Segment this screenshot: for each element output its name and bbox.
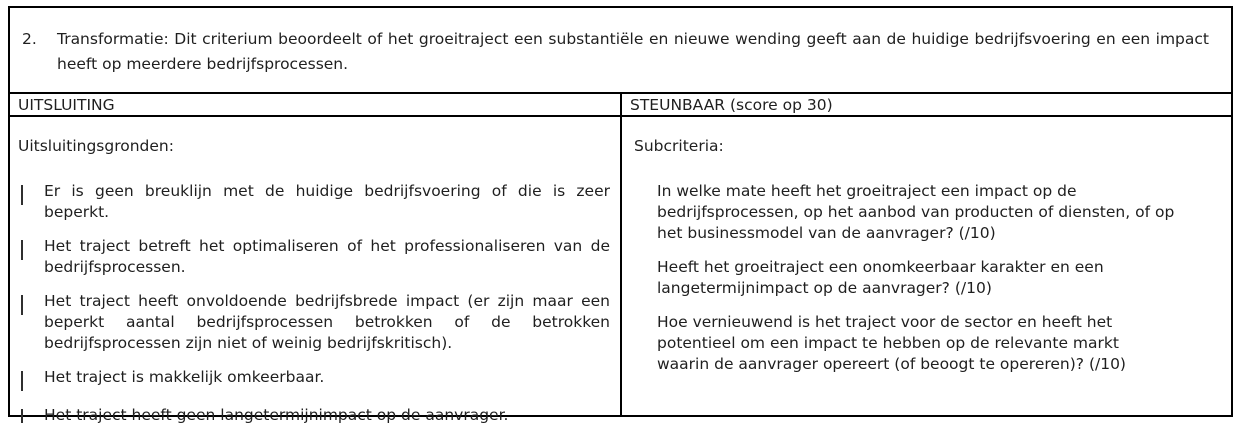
list-item-text: Er is geen breuklijn met de huidige bedrijfsvoering of die is zeer beperkt. — [44, 182, 610, 221]
list-item — [632, 257, 1176, 299]
list-item-text: Het traject heeft onvoldoende bedrijfsbrede impact (er zijn maar een beperkt aantal bedrijfsprocessen betrokken of de betrokken bedrijfsprocessen zijn niet of weinig bedrijfskritisch). — [44, 292, 610, 352]
disc-bullet-icon — [638, 265, 644, 299]
square-bullet-icon — [21, 240, 30, 278]
list-item — [632, 181, 1176, 244]
list-item-text: Het traject is makkelijk omkeerbaar. — [44, 368, 325, 386]
criterion-table — [8, 6, 1233, 423]
uitsluitingsgronden-label: Uitsluitingsgronden: — [18, 137, 174, 155]
list-item — [16, 181, 610, 223]
criterion-intro-row — [10, 8, 1231, 92]
list-item-text: In welke mate heeft het groeitraject een impact op de bedrijfsprocessen, op het aanbod van producten of diensten, of op het businessmodel van de aanvrager? (/10) — [657, 182, 1175, 242]
list-item-text: Heeft het groeitraject een onomkeerbaar karakter en een langetermijnimpact op de aanvrager? (/10) — [657, 258, 1104, 297]
column-header-steunbaar: STEUNBAAR (score op 30) — [630, 96, 833, 114]
list-item-text: Het traject heeft geen langetermijnimpact op de aanvrager. — [44, 406, 509, 423]
list-item — [632, 312, 1176, 375]
table-header-row — [10, 92, 1231, 117]
disc-bullet-icon — [638, 320, 644, 375]
list-item — [16, 291, 610, 354]
list-item-text: Het traject betreft het optimaliseren of het professionaliseren van de bedrijfsprocessen. — [44, 237, 610, 276]
steunbaar-cell — [622, 117, 1231, 415]
square-bullet-icon — [21, 409, 30, 423]
list-item-text: Hoe vernieuwend is het traject voor de sector en heeft het potentieel om een impact te hebben op de relevante markt waarin de aanvrager opereert (of beoogt te opereren)? (/10) — [657, 313, 1126, 373]
criterion-number: 2. — [22, 30, 37, 48]
column-header-uitsluiting: UITSLUITING — [10, 94, 622, 115]
square-bullet-icon — [21, 295, 30, 354]
criterion-description: Transformatie: Dit criterium beoordeelt of het groeitraject een substantiële en nieuwe wending geeft aan de huidige bedrijfsvoering en een impact heeft op meerdere bedrijfsprocessen. — [57, 30, 1209, 73]
subcriteria-label: Subcriteria: — [634, 137, 724, 155]
square-bullet-icon — [21, 371, 30, 392]
list-item — [16, 405, 610, 423]
disc-bullet-icon — [638, 189, 644, 244]
list-item — [16, 367, 610, 392]
table-body-row — [10, 117, 1231, 423]
list-item — [16, 236, 610, 278]
square-bullet-icon — [21, 185, 30, 223]
uitsluiting-cell — [10, 117, 622, 423]
